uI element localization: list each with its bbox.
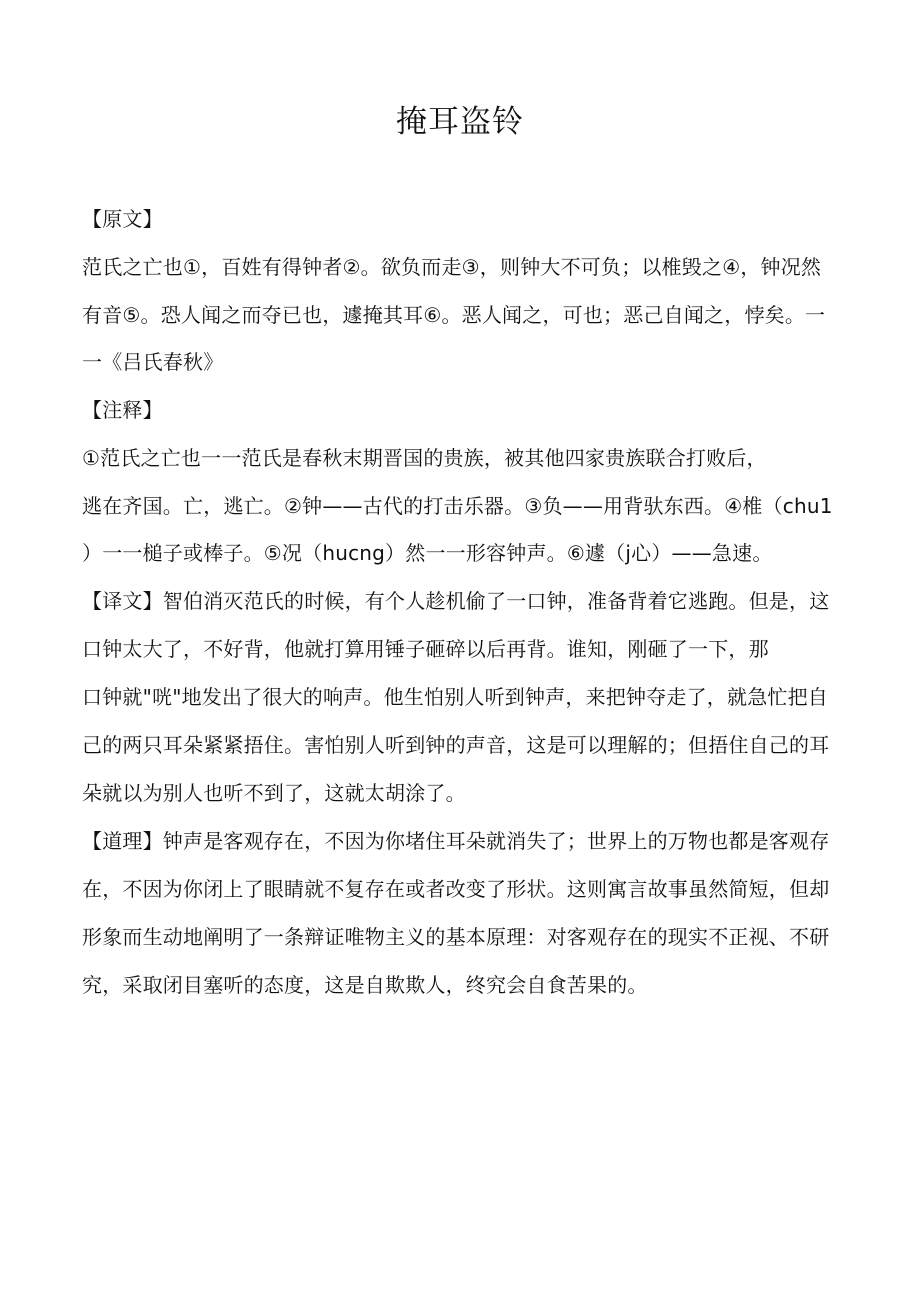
section-heading-notes: 【注释】: [82, 398, 163, 422]
notes-line-2: 逃在齐国。亡，逃亡。②钟——古代的打击乐器。③负——用背驮东西。④椎（chu1: [82, 494, 833, 518]
translation-line-3: 口钟就"咣"地发出了很大的响声。他生怕别人听到钟声，来把钟夺走了，就急忙把自: [82, 685, 828, 709]
original-text-line-2: 有音⑤。恐人闻之而夺已也，遽掩其耳⑥。恶人闻之，可也；恶己自闻之，悖矣。一: [82, 303, 826, 327]
translation-line-5: 朵就以为别人也听不到了，这就太胡涂了。: [82, 781, 466, 805]
moral-line-4: 究，采取闭目塞听的态度，这是自欺欺人，终究会自食苦果的。: [82, 973, 648, 997]
translation-line-1: 【译文】智伯消灭范氏的时候，有个人趁机偷了一口钟，准备背着它逃跑。但是，这: [82, 589, 830, 613]
section-heading-original: 【原文】: [82, 207, 163, 231]
moral-line-1: 【道理】钟声是客观存在，不因为你堵住耳朵就消失了；世界上的万物也都是客观存: [82, 829, 830, 853]
translation-line-2: 口钟太大了，不好背，他就打算用锤子砸碎以后再背。谁知，刚砸了一下，那: [82, 637, 769, 661]
translation-line-4: 己的两只耳朵紧紧捂住。害怕别人听到钟的声音，这是可以理解的；但捂住自己的耳: [82, 733, 830, 757]
notes-line-1: ①范氏之亡也一一范氏是春秋末期晋国的贵族，被其他四家贵族联合打败后，: [82, 446, 767, 470]
moral-line-3: 形象而生动地阐明了一条辩证唯物主义的基本原理：对客观存在的现实不正视、不研: [82, 925, 830, 949]
notes-line-3: ）一一槌子或棒子。⑤况（hucng）然一一形容钟声。⑥遽（j心）——急速。: [82, 541, 773, 565]
document-title: 掩耳盗铃: [396, 104, 524, 140]
original-text-source: 一《吕氏春秋》: [82, 350, 224, 374]
moral-line-2: 在，不因为你闭上了眼睛就不复存在或者改变了形状。这则寓言故事虽然简短，但却: [82, 877, 830, 901]
original-text-line-1: 范氏之亡也①，百姓有得钟者②。欲负而走③，则钟大不可负；以椎毁之④，钟况然: [82, 255, 822, 279]
